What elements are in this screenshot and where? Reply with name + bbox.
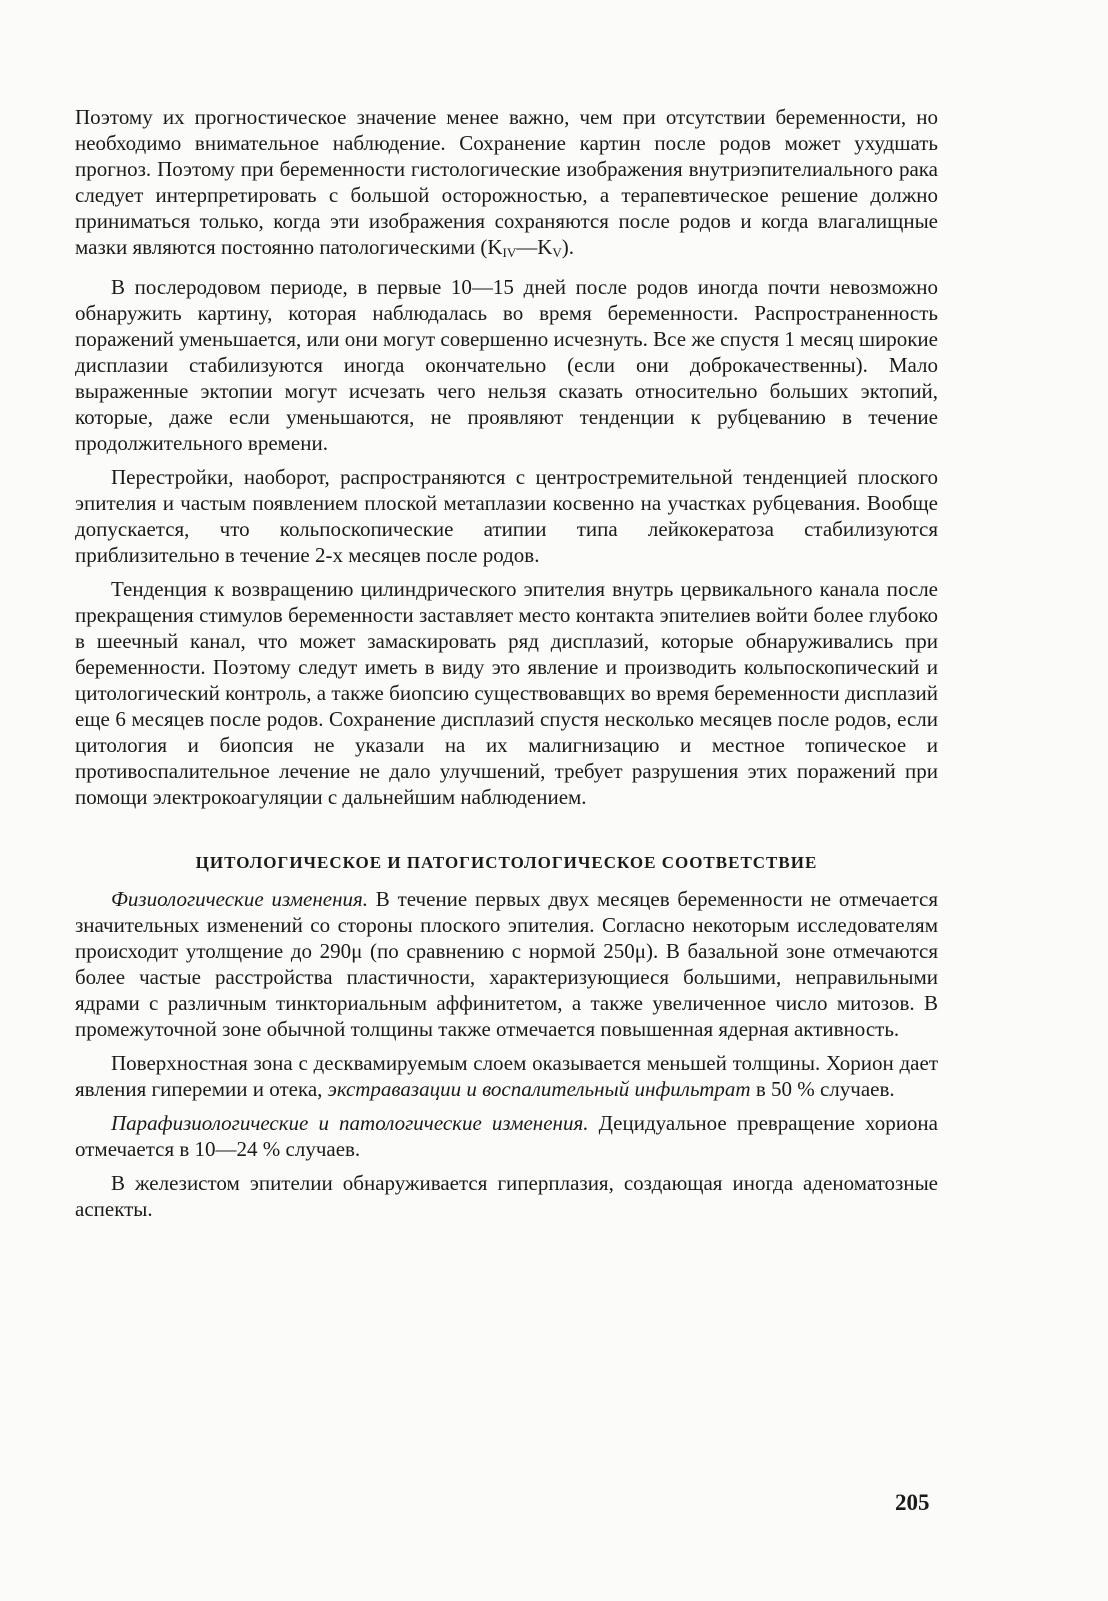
- k-symbol-2: K: [537, 235, 553, 259]
- k-symbol-1: K: [487, 235, 503, 259]
- paragraph-7-text: Децидуальное превращение хориона отмечается в 10—24 % случаев.: [75, 1111, 938, 1161]
- paragraph-6: [75, 1050, 938, 1102]
- paragraph-5: [75, 886, 938, 1042]
- paragraph-3: Перестройки, наоборот, распространяются с центростремительной тенденцией плоского эпителия и частым появлением плоской метаплазии косвенно на участках рубцевания. Вообще допускается, что кольпоскопические атипии типа лейкокератоза стабилизуются приблизительно в течение 2-х месяцев после родов.: [75, 465, 938, 567]
- paragraph-7: [75, 1110, 938, 1162]
- paragraph-6-italic: экстравазации и воспалительный инфильтрат: [327, 1077, 751, 1101]
- dash: —: [516, 235, 538, 259]
- paragraph-1: [75, 104, 938, 266]
- section-heading: ЦИТОЛОГИЧЕСКОЕ И ПАТОГИСТОЛОГИЧЕСКОЕ СООТВЕТСТВИЕ: [195, 853, 818, 872]
- paragraph-4: Тенденция к возвращению цилиндрического эпителия внутрь цервикального канала после прекращения стимулов беременности заставляет место контакта эпителиев войти более глубоко в шеечный канал, что может замаскировать ряд дисплазий, которые обнаруживались при беременности. Поэтому следут иметь в виду это явление и производить кольпоскопический и цитологический контроль, а также биопсию существовавщих во время беременности дисплазий еще 6 месяцев после родов. Сохранение дисплазий спустя несколько месяцев после родов, если цитология и биопсия не указали на их малигнизацию и местное топическое и противоспалительное лечение не дало улучшений, требует разрушения этих поражений при помощи электрокоагуляции с дальнейшим наблюдением.: [75, 577, 938, 809]
- paragraph-5-lead: Физиологические изменения.: [111, 887, 369, 911]
- paragraph-6-end: в 50 % случаев.: [750, 1077, 895, 1101]
- page-number: 205: [895, 1490, 930, 1515]
- paragraph-8: В железистом эпителии обнаруживается гиперплазия, создающая иногда аденоматозные аспекты.: [75, 1171, 938, 1221]
- paragraph-1-text: Поэтому их прогностическое значение менее важно, чем при отсутствии беременности, но необходимо внимательное наблюдение. Сохранение картин после родов может ухудшать прогноз. Поэтому при беременности гистологические изображения внутриэпителиального рака следует интерпретировать с большой осторожностью, а терапевтическое решение должно приниматься только, когда эти изображения сохраняются после родов и когда влагалищные мазки являются постоянно патологическими (: [75, 105, 938, 259]
- paragraph-2: В послеродовом периоде, в первые 10—15 дней после родов иногда почти невозможно обнаружить картину, которая наблюдалась во время беременности. Распространенность поражений уменьшается, или они могут совершенно исчезнуть. Все же спустя 1 месяц широкие дисплазии стабилизуются иногда окончательно (если они доброкачественны). Мало выраженные эктопии могут исчезать чего нельзя сказать относительно больших эктопий, которые, даже если уменьшаются, не проявляют тенденции к рубцеванию в течение продолжительного времени.: [75, 275, 938, 455]
- paragraph-1-end: ).: [561, 235, 575, 259]
- paragraph-5-text: В течение первых двух месяцев беременности не отмечается значительных изменений со стороны плоского эпителия. Согласно некоторым исследователям происходит утолщение до 290μ (по сравнению с нормой 250μ). В базальной зоне отмечаются более частые расстройства пластичности, характеризующиеся большими, неправильными ядрами с различным тинкториальным аффинитетом, а также увеличенное число митозов. В промежуточной зоне обычной толщины также отмечается повышенная ядерная активность.: [75, 887, 938, 1041]
- paragraph-7-lead: Парафизиологические и патологические изменения.: [111, 1111, 589, 1135]
- subscript-iv: IV: [502, 245, 517, 260]
- subscript-v: V: [552, 245, 562, 260]
- paragraph-6-text: Поверхностная зона с десквамируемым слоем оказывается меньшей толщины. Хорион дает явления гиперемии и отека,: [75, 1051, 938, 1101]
